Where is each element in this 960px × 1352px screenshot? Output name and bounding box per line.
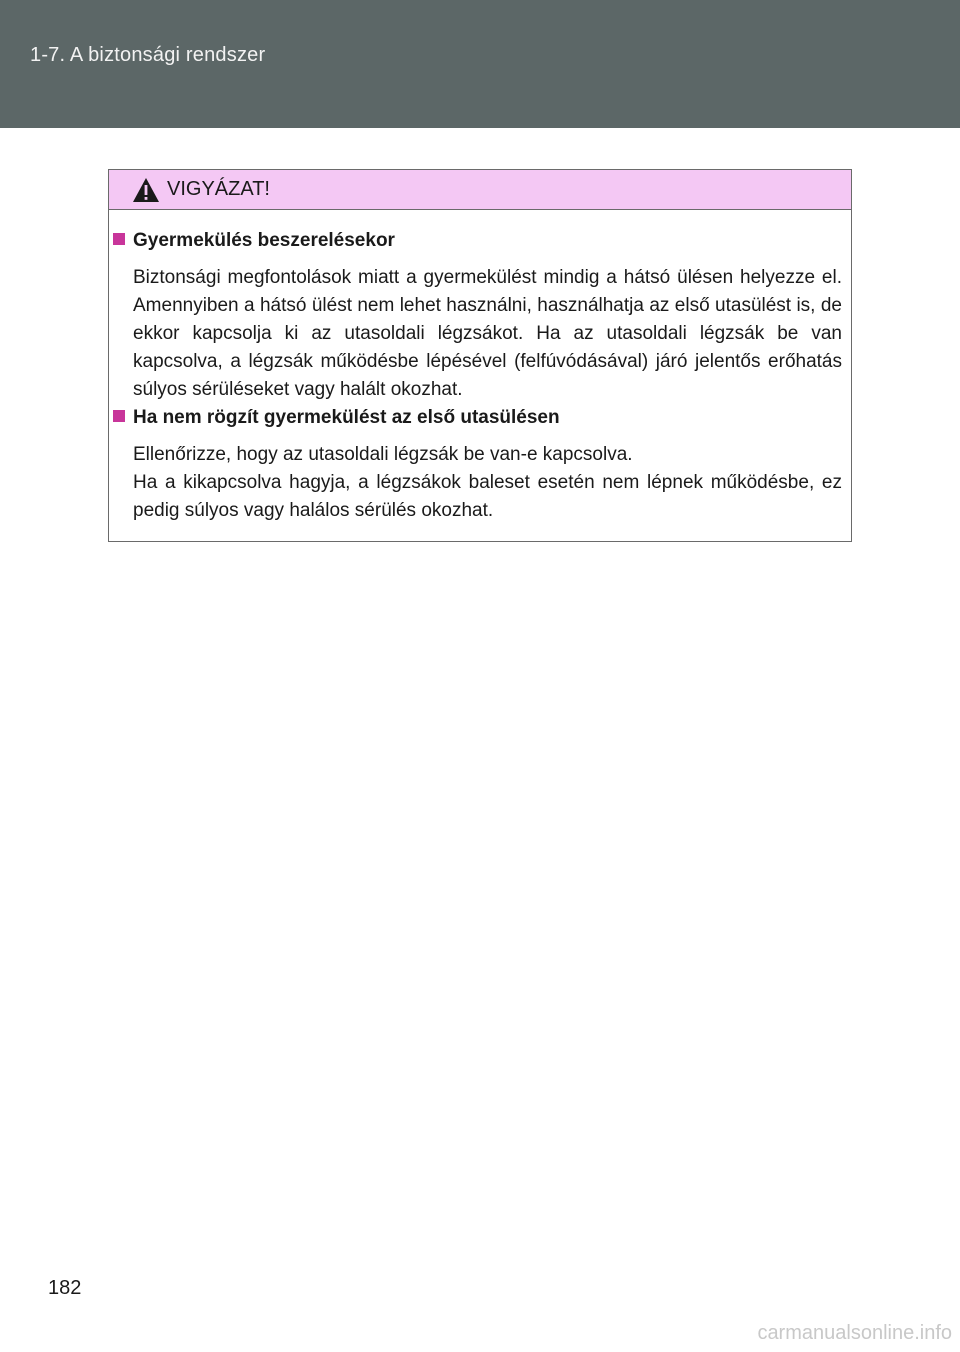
section-paragraph: Ha a kikapcsolva hagyja, a légzsákok baleset esetén nem lépnek működésbe, ez pedig súlyos vagy halálos sérülés okozhat.: [133, 472, 842, 521]
section-paragraph: Biztonsági megfontolások miatt a gyermekülést mindig a hátsó ülésen helyezze el. Amennyiben a hátsó ülést nem lehet használni, használhatja az első utasülést is, de ekkor kapcsolja ki az utasoldali légzsákot. Ha az utasoldali légzsák be van kapcsolva, a légzsák működésbe lépésével (felfúvódásával) járó jelentős erőhatás súlyos sérüléseket vagy halált okozhat.: [133, 267, 842, 400]
section-body: [133, 441, 842, 525]
section-paragraph: Ellenőrizze, hogy az utasoldali légzsák be van-e kapcsolva.: [133, 444, 633, 465]
page-number: 182: [48, 1277, 82, 1299]
section-heading: [113, 407, 560, 429]
caution-header: [109, 170, 851, 210]
square-bullet-icon: [113, 410, 125, 422]
caution-title: VIGYÁZAT!: [167, 178, 270, 200]
chapter-title: 1-7. A biztonsági rendszer: [30, 44, 266, 66]
section-heading: [113, 230, 395, 252]
section-heading-text: Ha nem rögzít gyermekülést az első utasülésen: [133, 407, 560, 428]
header-bar: [0, 0, 960, 128]
section-heading-text: Gyermekülés beszerelésekor: [133, 230, 395, 251]
watermark: carmanualsonline.info: [757, 1322, 952, 1344]
warning-triangle-icon: [132, 177, 160, 203]
section-body: [133, 264, 842, 404]
caution-box: [108, 169, 852, 542]
square-bullet-icon: [113, 233, 125, 245]
